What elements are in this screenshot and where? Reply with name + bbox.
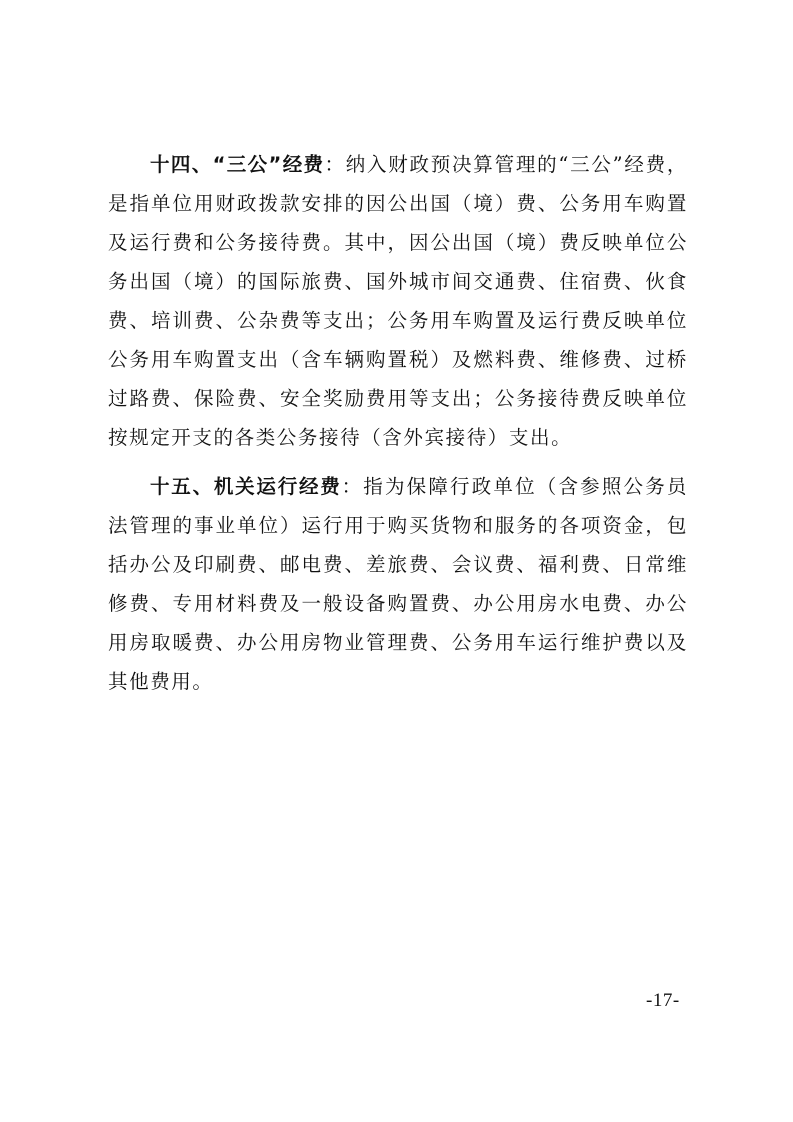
term-san-gong-expenses: 十四、“三公”经费 (150, 153, 325, 176)
page-number: -17- (646, 990, 680, 1011)
term-agency-operating-expenses: 十五、机关运行经费 (150, 475, 342, 498)
paragraph-agency-operating-expenses (108, 467, 688, 701)
definition-agency-operating-expenses: ：指为保障行政单位（含参照公务员法管理的事业单位）运行用于购买货物和服务的各项资金，包括办公及印刷费、邮电费、差旅费、会议费、福利费、日常维修费、专用材料费及一般设备购置费、办公用房水电费、办公用房取暖费、办公用房物业管理费、公务用车运行维护费以及其他费用。 (108, 475, 688, 693)
definition-san-gong-expenses: ：纳入财政预决算管理的“三公”经费，是指单位用财政拨款安排的因公出国（境）费、公务用车购置及运行费和公务接待费。其中，因公出国（境）费反映单位公务出国（境）的国际旅费、国外城市间交通费、住宿费、伙食费、培训费、公杂费等支出；公务用车购置及运行费反映单位公务用车购置支出（含车辆购置税）及燃料费、维修费、过桥过路费、保险费、安全奖励费用等支出；公务接待费反映单位按规定开支的各类公务接待（含外宾接待）支出。 (108, 153, 688, 449)
paragraph-san-gong-expenses (108, 145, 688, 457)
